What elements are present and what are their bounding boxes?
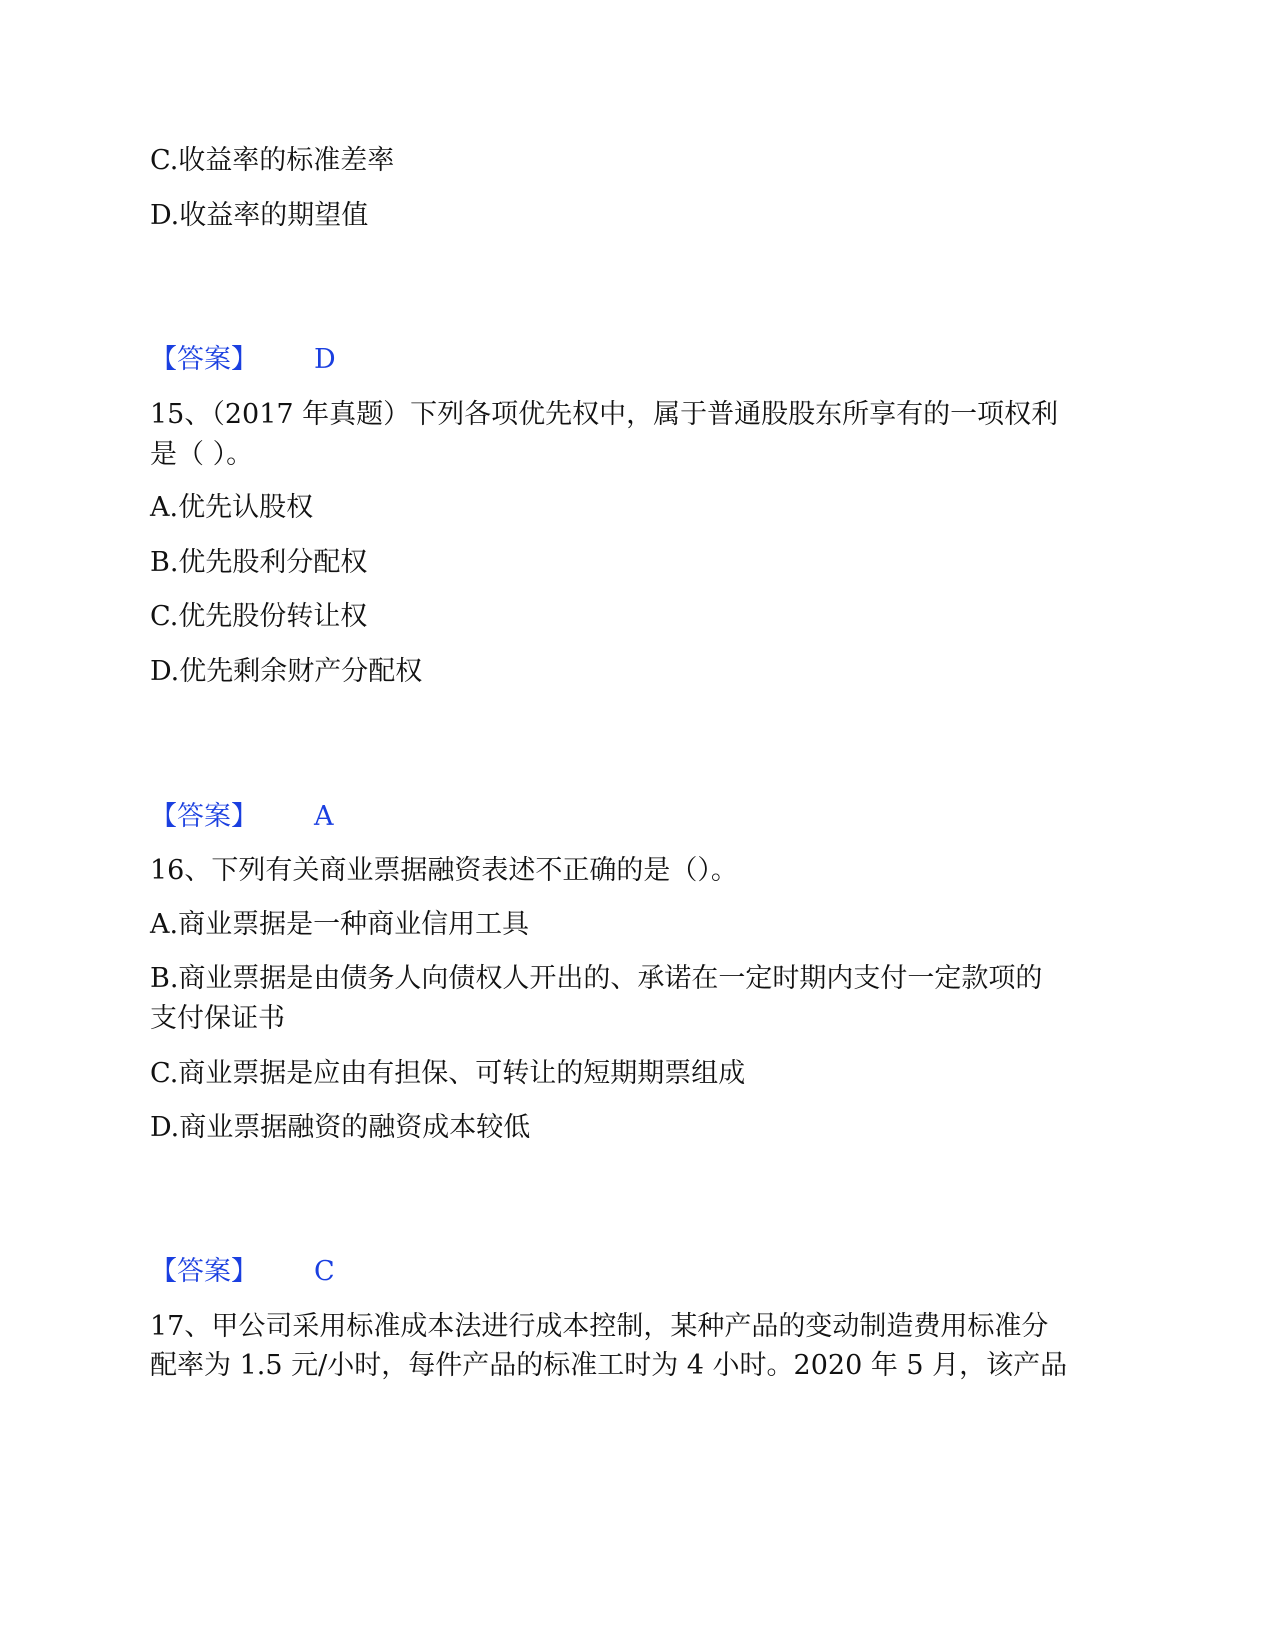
q15-stem-line1: 15、（2017 年真题）下列各项优先权中，属于普通股股东所享有的一项权利: [150, 399, 1059, 430]
answer-value: C: [314, 1256, 335, 1287]
q14-answer: [150, 340, 336, 380]
answer-value: A: [314, 801, 334, 832]
q16-option-a: A.商业票据是一种商业信用工具: [150, 909, 530, 940]
q16-answer: [150, 1252, 335, 1292]
q16-option-b-line1: B.商业票据是由债务人向债权人开出的、承诺在一定时期内支付一定款项的: [150, 963, 1043, 994]
q15-option-d: D.优先剩余财产分配权: [150, 656, 423, 687]
q16-option-d: D.商业票据融资的融资成本较低: [150, 1112, 531, 1143]
q14-option-c: C.收益率的标准差率: [150, 145, 395, 176]
q16-stem: 16、下列有关商业票据融资表述不正确的是（）。: [150, 855, 738, 886]
q15-option-c: C.优先股份转让权: [150, 601, 368, 632]
q15-option-b: B.优先股利分配权: [150, 547, 368, 578]
q15-stem-line2: 是（ ）。: [150, 439, 254, 470]
q17-stem-line2: 配率为 1.5 元/小时，每件产品的标准工时为 4 小时。2020 年 5 月，该产品: [150, 1350, 1068, 1381]
q16-option-b-line2: 支付保证书: [150, 1003, 285, 1034]
q16-option-c: C.商业票据是应由有担保、可转让的短期期票组成: [150, 1058, 746, 1089]
q17-stem-line1: 17、甲公司采用标准成本法进行成本控制，某种产品的变动制造费用标准分: [150, 1311, 1049, 1342]
answer-label: 【答案】: [150, 344, 258, 375]
q15-answer: [150, 797, 334, 837]
answer-label: 【答案】: [150, 1256, 258, 1287]
answer-value: D: [314, 344, 336, 375]
answer-label: 【答案】: [150, 801, 258, 832]
q15-option-a: A.优先认股权: [150, 492, 314, 523]
q14-option-d: D.收益率的期望值: [150, 200, 369, 231]
